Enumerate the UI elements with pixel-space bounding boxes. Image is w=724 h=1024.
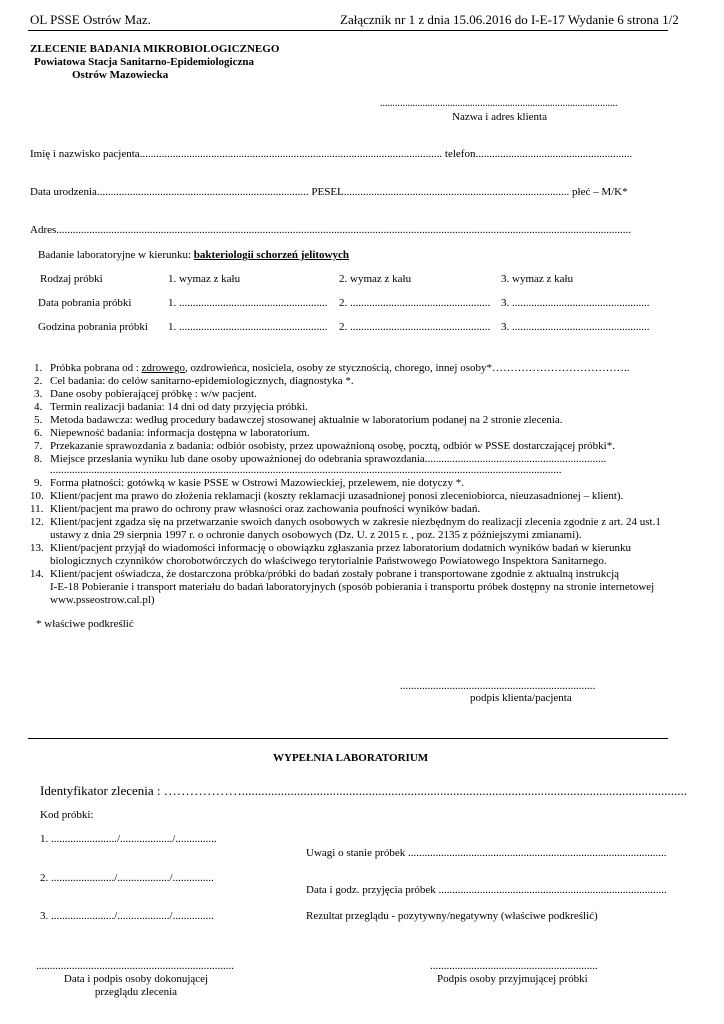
client-signature-label: podpis klienta/pacjenta — [470, 692, 572, 704]
sample-time-3: 3. .................................................. — [501, 321, 650, 333]
reviewer-signature-label-2: przeglądu zlecenia — [94, 986, 178, 998]
order-identifier: Identyfikator zlecenia : ………………......................................................................................................................................... — [40, 783, 688, 798]
item-num: 2. — [34, 375, 43, 387]
institution-name: Powiatowa Stacja Sanitarno-Epidemiologiczna — [34, 56, 254, 68]
sample-date-1: 1. ...................................................... — [168, 297, 328, 309]
item-text-continued: .......................................................................................................................................................................................... — [50, 464, 562, 476]
item-num: 5. — [34, 414, 43, 426]
item-text: Niepewność badania: informacja dostępna w laboratorium. — [50, 427, 310, 439]
reviewer-signature-dots: ........................................................................ — [36, 960, 234, 972]
item-text: Miejsce przesłania wyniku lub dane osoby upoważnionej do odebrania sprawozdania.................................................................. — [50, 453, 607, 465]
item-text: Dane osoby pobierającej próbkę : w/w pacjent. — [50, 388, 257, 400]
item-text-rest: , ozdrowieńca, nosiciela, osoby ze stycznością, chorego, innej osoby*……………………………….. — [185, 362, 630, 374]
item-text: Klient/pacjent zgadza się na przetwarzanie swoich danych osobowych w zakresie niezbędnym do realizacji zlecenia zgodnie z art. 24 ust.1 — [50, 516, 661, 528]
item-text: Przekazanie sprawozdania z badania: odbiór osobisty, przez upoważnioną osobę, pocztą, odbiór w PSSE dostarczającej próbki*. — [50, 440, 615, 452]
item-num: 14. — [30, 568, 44, 580]
item-text: Klient/pacjent oświadcza, że dostarczona próbka/próbki do badań zostały pobrane i transportowane zgodnie z aktualną instrukcją — [50, 568, 620, 580]
client-dots: ............................................................................................... — [380, 98, 618, 109]
item-text-continued: ustawy z dnia 29 sierpnia 1997 r. o ochronie danych osobowych (Dz. U. z 2015 r. , poz. 2135 z późniejszymi zmianami). — [50, 529, 582, 541]
patient-birth-row: Data urodzenia............................................................................. PESEL.................................................................................. płeć – M/K* — [30, 186, 628, 198]
item-text — [50, 362, 630, 374]
sample-type-label: Rodzaj próbki — [40, 273, 103, 285]
item-num: 3. — [34, 388, 43, 400]
sample-date-label: Data pobrania próbki — [38, 297, 132, 309]
test-direction-value: bakteriologii schorzeń jelitowych — [193, 249, 349, 261]
lab-section-title: WYPEŁNIA LABORATORIUM — [273, 752, 429, 764]
institution-city: Ostrów Mazowiecka — [72, 69, 169, 81]
sample-code-2: 2. ......................./.................../............... — [40, 872, 214, 884]
sample-date-2: 2. ................................................... — [339, 297, 491, 309]
item-text: Cel badania: do celów sanitarno-epidemiologicznych, diagnostyka *. — [50, 375, 354, 387]
review-result: Rezultat przeglądu - pozytywny/negatywny (właściwe podkreślić) — [306, 910, 598, 922]
header-rule — [28, 30, 668, 31]
item-num: 7. — [34, 440, 43, 452]
item-text: Forma płatności: gotówką w kasie PSSE w Ostrowi Mazowieckiej, przelewem, nie dotyczy *. — [50, 477, 464, 489]
item-num: 11. — [30, 503, 44, 515]
item-text-continued: biologicznych czynników chorobotwórczych do właściwego terytorialnie Państwowego Powiatowego Inspektora Sanitarnego. — [50, 555, 607, 567]
header-left: OL PSSE Ostrów Maz. — [30, 12, 151, 27]
reviewer-signature-label: Data i podpis osoby dokonującej — [63, 973, 209, 985]
sample-code-3: 3. ......................./.................../............... — [40, 910, 214, 922]
test-direction-prefix: Badanie laboratoryjne w kierunku: — [38, 249, 194, 261]
sample-type-3: 3. wymaz z kału — [501, 273, 574, 285]
client-signature-dots: ....................................................................... — [400, 680, 596, 692]
sample-code-label: Kod próbki: — [40, 809, 94, 821]
patient-name-row: Imię i nazwisko pacjenta.............................................................................................................. telefon......................................................... — [30, 148, 633, 160]
item-num: 9. — [34, 477, 43, 489]
item-num: 13. — [30, 542, 44, 554]
item-text: Termin realizacji badania: 14 dni od daty przyjęcia próbki. — [50, 401, 308, 413]
item-num: 1. — [34, 362, 43, 374]
sample-time-label: Godzina pobrania próbki — [38, 321, 148, 333]
item-text-continued: www.psseostrow.cal.pl) — [50, 594, 155, 606]
receiver-signature-dots: ............................................................. — [430, 960, 598, 972]
test-direction — [38, 249, 349, 261]
item-num: 10. — [30, 490, 44, 502]
item-text-underlined: zdrowego — [141, 362, 186, 374]
client-label: Nazwa i adres klienta — [452, 111, 547, 123]
item-text-continued: I-E-18 Pobieranie i transport materiału do badań laboratoryjnych (sposób pobierania i transportu próbek dostępny na stronie internetowej — [50, 581, 655, 593]
item-text: Metoda badawcza: według procedury badawczej stosowanej aktualnie w laboratorium podanej na 2 stronie zlecenia. — [50, 414, 563, 426]
item-text-prefix: Próbka pobrana od : — [50, 362, 142, 374]
item-num: 12. — [30, 516, 44, 528]
item-num: 4. — [34, 401, 43, 413]
section-divider — [28, 738, 668, 739]
item-text: Klient/pacjent przyjął do wiadomości informację o obowiązku zgłaszania przez laboratorium dodatnich wyników badań w kierunku — [50, 542, 631, 554]
item-text: Klient/pacjent ma prawo do ochrony praw własności oraz zachowania poufności wyników badań. — [50, 503, 481, 515]
patient-address-row: Adres................................................................................................................................................................................................................. — [30, 224, 632, 236]
sample-type-1: 1. wymaz z kału — [168, 273, 241, 285]
item-num: 6. — [34, 427, 43, 439]
header-right: Załącznik nr 1 z dnia 15.06.2016 do I-E-17 Wydanie 6 strona 1/2 — [340, 12, 679, 27]
receiver-signature-label: Podpis osoby przyjmującej próbki — [437, 973, 588, 985]
item-text: Klient/pacjent ma prawo do złożenia reklamacji (koszty reklamacji uzasadnionej ponosi zleceniobiorca, nieuzasadnionej – klient). — [50, 490, 624, 502]
sample-time-1: 1. ...................................................... — [168, 321, 328, 333]
sample-type-2: 2. wymaz z kału — [339, 273, 412, 285]
sample-code-1: 1. ......................../.................../............... — [40, 833, 217, 845]
sample-time-2: 2. ................................................... — [339, 321, 491, 333]
sample-condition-remarks: Uwagi o stanie próbek .............................................................................................. — [306, 847, 667, 859]
sample-date-3: 3. .................................................. — [501, 297, 650, 309]
item-num: 8. — [34, 453, 43, 465]
footnote: * właściwe podkreślić — [36, 618, 134, 630]
document-title: ZLECENIE BADANIA MIKROBIOLOGICZNEGO — [30, 43, 280, 55]
receipt-date-time: Data i godz. przyjęcia próbek ................................................................................... — [306, 884, 667, 896]
